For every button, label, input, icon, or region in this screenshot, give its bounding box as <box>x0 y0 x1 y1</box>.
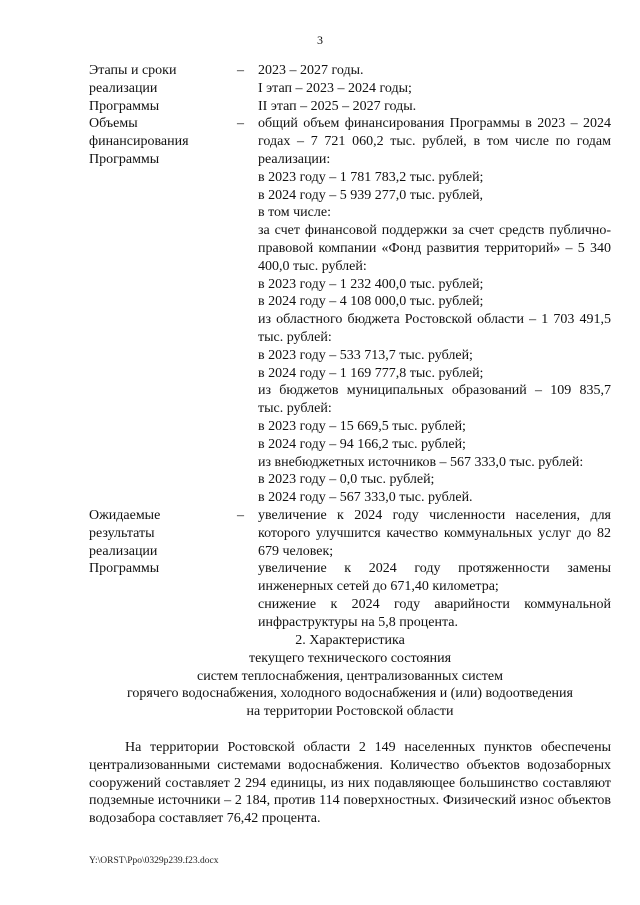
body-paragraph: На территории Ростовской области 2 149 населенных пунктов обеспечены централизованными системами водоснабжения. Количество объектов водозаборных сооружений составляет 2 294 единицы, из них подавляющее большинство составляют подземные источники – 2 184, против 114 поверхностных. Физический износ объектов водозабора составляет 76,42 процента. <box>89 740 611 827</box>
section-title: 2. Характеристика текущего технического состояния систем теплоснабжения, централизованных систем горячего водоснабжения, холодного водоснабжения и (или) водоотведения на территории Ростовской области <box>127 633 573 720</box>
program-passport <box>89 62 611 632</box>
file-path-footer: Y:\ORST\Ppo\0329p239.f23.docx <box>89 856 219 866</box>
passport-label: Объемы финансирования Программы <box>89 116 189 167</box>
page-number: 3 <box>317 33 323 47</box>
passport-row-results <box>89 507 611 632</box>
passport-label: Ожидаемые результаты реализации Программы <box>89 507 161 577</box>
passport-row-stages <box>89 62 611 115</box>
passport-row-funding <box>89 115 611 507</box>
passport-value: общий объем финансирования Программы в 2023 – 2024 годах – 7 721 060,2 тыс. рублей, в том числе по годам реализации: в 2023 году – 1 781 783,2 тыс. рублей; в 2024 году – 5 939 277,0 тыс. рублей, в том числе: за счет финансовой поддержки за счет средств публично-правовой компании «Фонд развития территорий» – 5 340 400,0 тыс. рублей: в 2023 году – 1 232 400,0 тыс. рублей; в 2024 году – 4 108 000,0 тыс. рублей; из областного бюджета Ростовской области – 1 703 491,5 тыс. рублей: в 2023 году – 533 713,7 тыс. рублей; в 2024 году – 1 169 777,8 тыс. рублей; из бюджетов муниципальных образований – 109 835,7 тыс. рублей: в 2023 году – 15 669,5 тыс. рублей; в 2024 году – 94 166,2 тыс. рублей; из внебюджетных источников – 567 333,0 тыс. рублей: в 2023 году – 0,0 тыс. рублей; в 2024 году – 567 333,0 тыс. рублей. <box>258 116 611 506</box>
passport-value: увеличение к 2024 году численности населения, для которого улучшится качество коммунальных услуг до 82 679 человек; увеличение к 2024 году протяженности замены инженерных сетей до 671,40 километра; снижение к 2024 году аварийности коммунальной инфраструктуры на 5,8 процента. <box>258 507 611 630</box>
passport-dash: – <box>237 63 244 78</box>
passport-value: 2023 – 2027 годы. I этап – 2023 – 2024 годы; II этап – 2025 – 2027 годы. <box>258 63 417 114</box>
passport-label: Этапы и сроки реализации Программы <box>89 63 177 114</box>
passport-dash: – <box>237 507 244 523</box>
passport-dash: – <box>237 116 244 132</box>
